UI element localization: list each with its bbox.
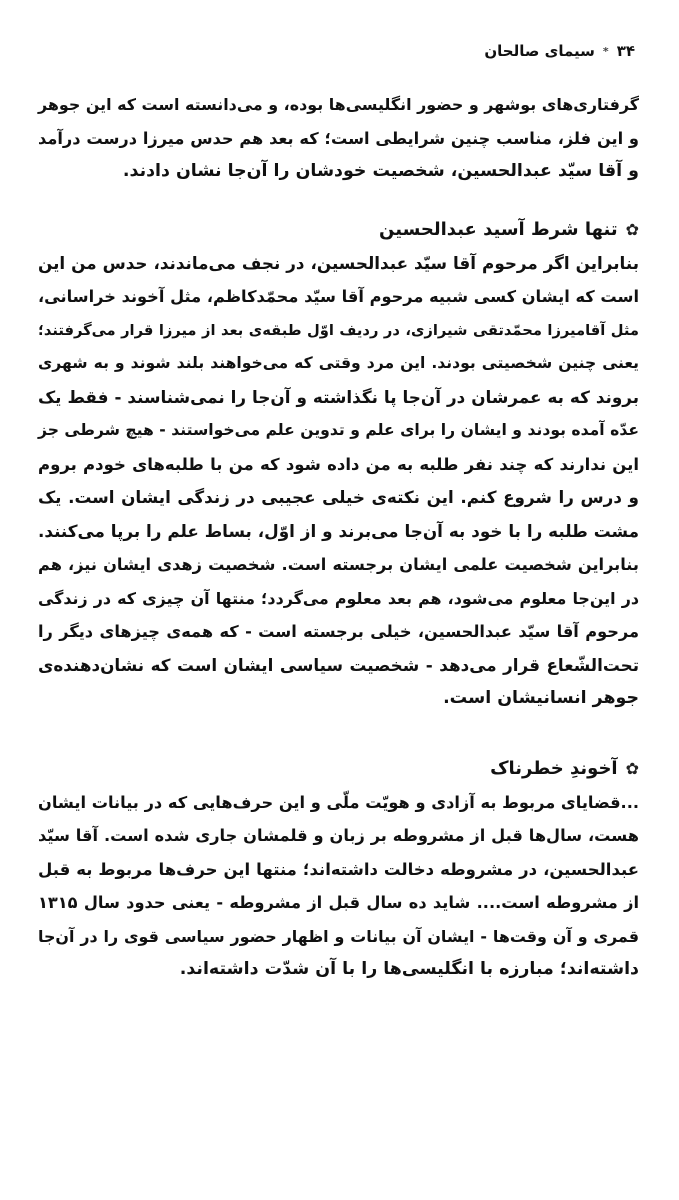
text-line: از مشروطه است.... شاید ده سال قبل از مشروطه - یعنی حدود سال ۱۳۱۵ — [38, 893, 639, 912]
text-line: و آقا سیّد عبدالحسین، شخصیت خودشان را آن‌جا نشان دادند. — [122, 161, 639, 181]
text-line: بنابراین شخصیت علمی ایشان برجسته است. شخصیت زهدی ایشان نیز، هم — [38, 555, 639, 574]
section-title: تنها شرط آسید عبدالحسین — [379, 219, 618, 240]
text-line: یعنی چنین شخصیتی بودند. این مرد وقتی که می‌خواهند بلند شوند و به شهری — [38, 354, 639, 372]
text-line: مرحوم آقا سیّد عبدالحسین، خیلی برجسته است - که همه‌ی چیزهای دیگر را — [38, 622, 639, 641]
text-line: داشته‌اند؛ مبارزه با انگلیسی‌ها را با آن شدّت داشته‌اند. — [179, 959, 639, 979]
book-title: سیمای صالحان — [484, 42, 595, 60]
text-line: بنابراین اگر مرحوم آقا سیّد عبدالحسین، در نجف می‌ماندند، حدس من این — [38, 252, 639, 273]
text-line: جوهر انسانیشان است. — [443, 688, 639, 708]
text-line: هست، سال‌ها قبل از مشروطه بر زبان و قلمشان جاری شده است. آقا سیّد — [38, 826, 639, 845]
text-line: قمری و آن وقت‌ها - ایشان آن بیانات و اظهار حضور سیاسی قوی را در آن‌جا — [38, 926, 639, 946]
section-heading — [38, 213, 639, 247]
text-line: است که ایشان کسی شبیه مرحوم آقا سیّد محمّدکاظم، مثل آخوند خراسانی، — [38, 287, 639, 306]
page-content — [38, 88, 639, 987]
text-line: تحت‌الشّعاع قرار می‌دهد - شخصیت سیاسی ایشان است که نشان‌دهنده‌ی — [38, 654, 639, 675]
text-line: گرفتاری‌های بوشهر و حضور انگلیسی‌ها بوده، و می‌دانسته است که این جوهر — [38, 95, 639, 114]
intro-paragraph — [38, 88, 639, 189]
text-line: عبدالحسین، در مشروطه دخالت داشته‌اند؛ منتها این حرف‌ها مربوط به قبل — [38, 859, 639, 879]
text-line: عدّه آمده بودند و ایشان را برای علم و تدوین علم می‌خواستند - هیچ شرطی جز — [38, 421, 639, 439]
page-number: ۳۴ — [616, 42, 635, 60]
text-line: ...قضایای مربوط به آزادی و هویّت ملّی و این حرف‌هایی که در بیانات ایشان — [38, 792, 639, 812]
text-line: این ندارند که چند نفر طلبه به من داده شود که من با طلبه‌های خودم بروم — [38, 454, 639, 474]
flower-ornament-icon: ✿ — [625, 220, 639, 239]
section-paragraph — [38, 786, 639, 987]
text-line: مثل آقامیرزا محمّدتقی شیرازی، در ردیف اوّل طبقه‌ی بعد از میرزا قرار می‌گرفتند؛ — [38, 321, 639, 339]
text-line: بروند که به عمرشان در آن‌جا پا نگذاشته و آن‌جا را نمی‌شناسند - فقط یک — [38, 386, 639, 407]
section-paragraph — [38, 247, 639, 716]
text-line: در این‌جا معلوم می‌شود، هم بعد معلوم می‌گردد؛ منتها آن چیزی که در زندگی — [38, 588, 639, 608]
text-line: مشت طلبه را با خود به آن‌جا می‌برند و از اوّل، بساط علم را برپا می‌کنند. — [38, 520, 639, 541]
section-title: آخوندِ خطرناک — [490, 758, 618, 779]
flower-ornament-icon: ✿ — [625, 759, 639, 778]
header-separator: * — [602, 44, 609, 58]
text-line: و درس را شروع کنم. این نکته‌ی خیلی عجیبی در زندگی ایشان است. یک — [38, 487, 639, 507]
text-line: و این فلز، مناسب چنین شرایطی است؛ که بعد هم حدس میرزا درست درآمد — [38, 128, 639, 148]
running-header — [484, 42, 635, 60]
section-heading — [38, 752, 639, 786]
